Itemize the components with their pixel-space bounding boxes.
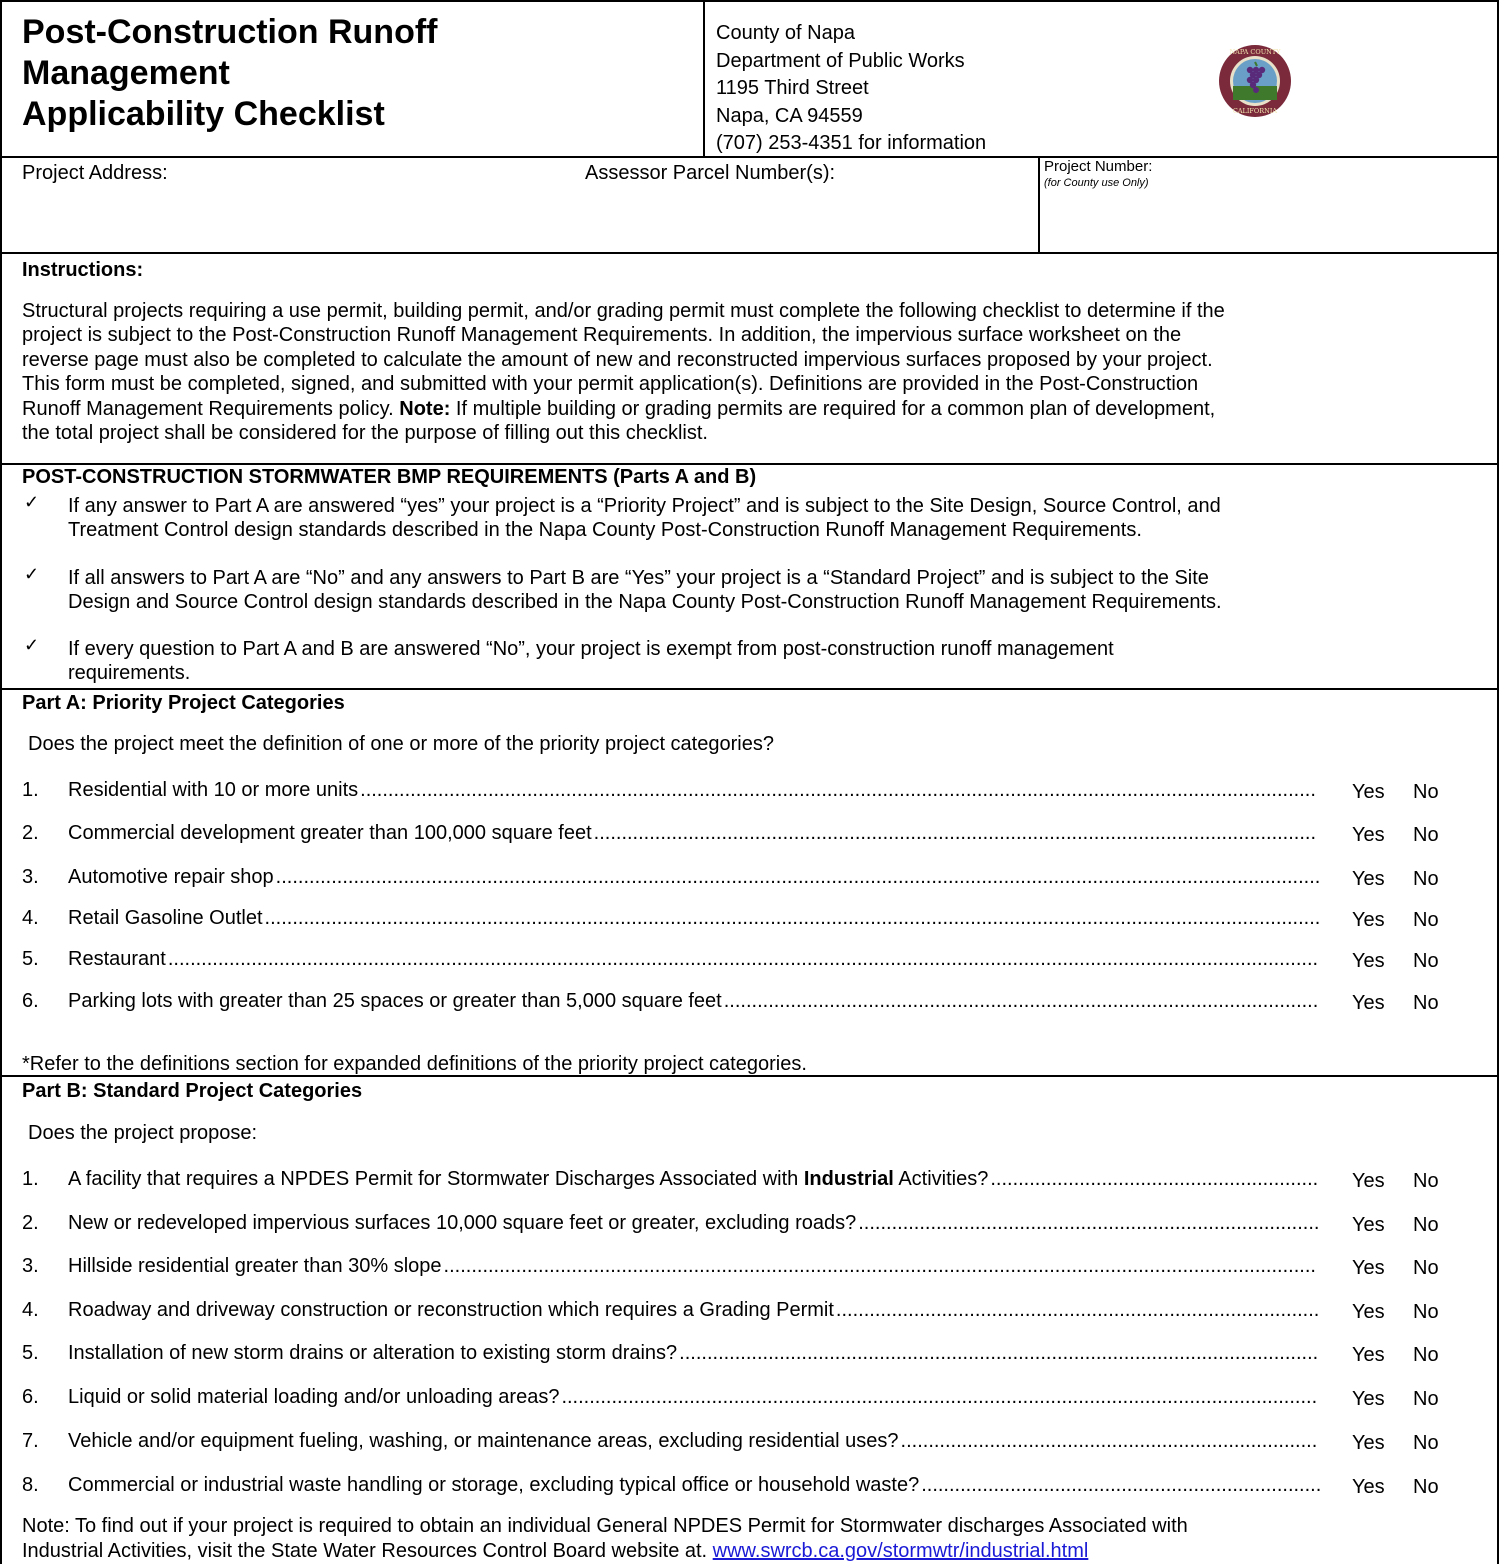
part-a-item-6-no-option[interactable]: No xyxy=(1413,992,1439,1014)
item-text-part: Commercial or industrial waste handling or storage, excluding typical office or household waste? xyxy=(68,1474,920,1496)
part-a-item-text: Residential with 10 or more units xyxy=(68,779,359,801)
instructions-line-4: This form must be completed, signed, and submitted with your permit application(s). Definitions are provided in the Post-Construction xyxy=(22,373,1199,396)
leader-dots: ........................................................................................................... xyxy=(723,990,1319,1012)
part-a-item-5 xyxy=(22,948,1462,974)
part-b-item-number: 1. xyxy=(22,1168,39,1190)
item-text-part: A facility that requires a NPDES Permit for Stormwater Discharges Associated with xyxy=(68,1168,804,1190)
svg-text:NAPA COUNTY: NAPA COUNTY xyxy=(1229,48,1281,56)
part-b-note-line-1: Note: To find out if your project is required to obtain an individual General NPDES Permit for Stormwater discharges Associated with xyxy=(22,1515,1188,1537)
instructions-line-2: project is subject to the Post-Construction Runoff Management Requirements. In addition, the impervious surface worksheet on the xyxy=(22,324,1182,347)
project-number-divider xyxy=(1038,156,1040,253)
project-number-label: Project Number: xyxy=(1044,158,1153,175)
check-mark-3: ✓ xyxy=(24,635,40,655)
part-b-item-text xyxy=(68,1255,442,1278)
part-b-item-5-yes-option[interactable]: Yes xyxy=(1352,1344,1385,1366)
bmp-bullet-3-line-1: If every question to Part A and B are answered “No”, your project is exempt from post-construction runoff management xyxy=(68,638,1114,660)
part-a-item-text: Commercial development greater than 100,000 square feet xyxy=(68,822,592,844)
part-b-question: Does the project propose: xyxy=(28,1122,258,1144)
part-b-item-7 xyxy=(22,1430,1462,1456)
part-b-item-number: 8. xyxy=(22,1474,39,1496)
part-b-item-1-no-option[interactable]: No xyxy=(1413,1170,1439,1192)
part-b-heading: Part B: Standard Project Categories xyxy=(22,1080,363,1102)
part-b-item-text xyxy=(68,1386,559,1409)
part-b-item-number: 2. xyxy=(22,1212,39,1234)
instructions-line-6: the total project shall be considered for the purpose of filling out this checklist. xyxy=(22,422,708,445)
part-b-item-text xyxy=(68,1474,919,1497)
part-a-item-text: Automotive repair shop xyxy=(68,866,274,888)
rule-below-fields xyxy=(0,252,1499,254)
svg-text:CALIFORNIA: CALIFORNIA xyxy=(1232,107,1278,115)
project-address-label: Project Address: xyxy=(22,162,168,184)
part-a-item-1 xyxy=(22,779,1462,805)
check-mark-2: ✓ xyxy=(24,564,40,584)
part-b-note xyxy=(22,1514,1188,1564)
part-b-item-number: 7. xyxy=(22,1430,39,1452)
part-a-item-text: Parking lots with greater than 25 spaces or greater than 5,000 square feet xyxy=(68,990,722,1012)
instructions-line-5 xyxy=(22,397,1482,421)
item-text-part: Roadway and driveway construction or reconstruction which requires a Grading Permit xyxy=(68,1299,834,1321)
check-mark-1: ✓ xyxy=(24,492,40,512)
leader-dots: ........................................................... xyxy=(990,1168,1319,1190)
apn-label: Assessor Parcel Number(s): xyxy=(585,162,836,184)
bmp-bullet-1-line-2: Treatment Control design standards described in the Napa County Post-Construction Runoff Management Requirements. xyxy=(68,519,1142,542)
part-b-item-text xyxy=(68,1168,988,1191)
part-a-item-number: 4. xyxy=(22,907,39,929)
part-b-item-4-no-option[interactable]: No xyxy=(1413,1301,1439,1323)
form-title xyxy=(22,12,438,135)
part-b-item-7-no-option[interactable]: No xyxy=(1413,1432,1439,1454)
part-a-item-5-yes-option[interactable]: Yes xyxy=(1352,950,1385,972)
part-b-note-line-2-text: Industrial Activities, visit the State Water Resources Control Board website at. xyxy=(22,1540,713,1562)
part-b-item-text xyxy=(68,1299,834,1322)
part-b-item-5-no-option[interactable]: No xyxy=(1413,1344,1439,1366)
part-a-item-number: 5. xyxy=(22,948,39,970)
part-a-item-6 xyxy=(22,990,1462,1016)
border-top xyxy=(0,0,1499,2)
napa-county-seal-logo xyxy=(1218,44,1292,118)
leader-dots: ....................................................................................... xyxy=(835,1299,1320,1321)
part-b-item-number: 5. xyxy=(22,1342,39,1364)
county-address xyxy=(716,20,986,158)
part-a-item-1-yes-option[interactable]: Yes xyxy=(1352,781,1385,803)
border-left xyxy=(0,0,2,1564)
part-a-item-number: 3. xyxy=(22,866,39,888)
part-b-item-number: 4. xyxy=(22,1299,39,1321)
part-b-item-6-yes-option[interactable]: Yes xyxy=(1352,1388,1385,1410)
item-text-part: Activities? xyxy=(893,1168,989,1190)
part-b-item-number: 6. xyxy=(22,1386,39,1408)
address-line-3: 1195 Third Street xyxy=(716,77,869,99)
part-b-item-1-yes-option[interactable]: Yes xyxy=(1352,1170,1385,1192)
part-b-item-8-no-option[interactable]: No xyxy=(1413,1476,1439,1498)
leader-dots: .................................................................................................................................. xyxy=(593,822,1317,844)
part-b-item-1 xyxy=(22,1168,1462,1194)
part-b-item-text xyxy=(68,1430,899,1453)
bmp-heading: POST-CONSTRUCTION STORMWATER BMP REQUIREMENTS (Parts A and B) xyxy=(22,466,757,488)
part-a-item-5-no-option[interactable]: No xyxy=(1413,950,1439,972)
part-b-item-4 xyxy=(22,1299,1462,1325)
part-b-item-4-yes-option[interactable]: Yes xyxy=(1352,1301,1385,1323)
instructions-text xyxy=(22,299,1482,445)
part-a-item-number: 2. xyxy=(22,822,39,844)
part-b-item-3-yes-option[interactable]: Yes xyxy=(1352,1257,1385,1279)
item-text-part: Liquid or solid material loading and/or unloading areas? xyxy=(68,1386,560,1408)
address-line-1: County of Napa xyxy=(716,22,855,44)
leader-dots: ............................................................................................................................................................................................................... xyxy=(167,948,1319,970)
instructions-line-5b: If multiple building or grading permits are required for a common plan of development, xyxy=(450,397,1216,420)
part-b-note-line-2 xyxy=(22,1539,1188,1564)
address-line-4: Napa, CA 94559 xyxy=(716,104,863,127)
title-line-3: Applicability Checklist xyxy=(22,95,385,133)
part-a-item-4 xyxy=(22,907,1462,933)
item-text-part: New or redeveloped impervious surfaces 10,000 square feet or greater, excluding roads? xyxy=(68,1212,857,1234)
bmp-bullet-1-line-1: If any answer to Part A are answered “yes” your project is a “Priority Project” and is subject to the Site Design, Source Control, and xyxy=(68,495,1221,517)
part-b-item-text xyxy=(68,1342,677,1365)
part-a-item-2 xyxy=(22,822,1462,848)
part-b-item-2 xyxy=(22,1212,1462,1238)
item-text-part: Hillside residential greater than 30% slope xyxy=(68,1255,442,1277)
instructions-line-3: reverse page must also be completed to calculate the amount of new and reconstructed impervious surfaces proposed by your project. xyxy=(22,348,1213,371)
part-a-item-4-yes-option[interactable]: Yes xyxy=(1352,909,1385,931)
part-b-item-3 xyxy=(22,1255,1462,1281)
title-line-1: Post-Construction Runoff xyxy=(22,13,438,51)
part-a-item-3-no-option[interactable]: No xyxy=(1413,868,1439,890)
part-a-item-2-no-option[interactable]: No xyxy=(1413,824,1439,846)
leader-dots: ........................................................................... xyxy=(900,1430,1318,1452)
part-b-item-3-no-option[interactable]: No xyxy=(1413,1257,1439,1279)
part-a-heading: Part A: Priority Project Categories xyxy=(22,692,345,714)
rule-below-bmp xyxy=(0,688,1499,690)
swrcb-website-link[interactable]: www.swrcb.ca.gov/stormwtr/industrial.html xyxy=(712,1540,1089,1562)
part-b-item-number: 3. xyxy=(22,1255,39,1277)
part-a-item-number: 1. xyxy=(22,779,39,801)
leader-dots: ................................................................................... xyxy=(858,1212,1320,1234)
part-a-item-2-yes-option[interactable]: Yes xyxy=(1352,824,1385,846)
bmp-bullet-3-line-2: requirements. xyxy=(68,662,191,685)
leader-dots: ............................................................................................................................................................. xyxy=(443,1255,1316,1277)
bmp-bullet-3 xyxy=(68,637,1478,686)
address-line-5: (707) 253-4351 for information xyxy=(716,132,987,154)
address-line-2: Department of Public Works xyxy=(716,49,965,72)
part-b-item-6-no-option[interactable]: No xyxy=(1413,1388,1439,1410)
part-a-item-3-yes-option[interactable]: Yes xyxy=(1352,868,1385,890)
leader-dots: ................................................................................................................... xyxy=(679,1342,1319,1364)
part-b-item-8 xyxy=(22,1474,1462,1500)
leader-dots: ........................................................................ xyxy=(921,1474,1322,1496)
title-line-2: Management xyxy=(22,54,230,92)
instructions-line-5a: Runoff Management Requirements policy. xyxy=(22,397,400,420)
bmp-bullet-2 xyxy=(68,566,1478,615)
bmp-bullet-2-line-2: Design and Source Control design standards described in the Napa County Post-Construction Runoff Management Requirements. xyxy=(68,591,1222,614)
part-a-footnote: *Refer to the definitions section for expanded definitions of the priority project categories. xyxy=(22,1053,807,1075)
part-b-item-8-yes-option[interactable]: Yes xyxy=(1352,1476,1385,1498)
item-text-bold: Industrial xyxy=(803,1168,894,1190)
instructions-line-1: Structural projects requiring a use permit, building permit, and/or grading permit must complete the following checklist to determine if the xyxy=(22,300,1225,322)
leader-dots: .............................................................................................................................................................................................. xyxy=(264,907,1321,929)
rule-below-instructions xyxy=(0,463,1499,465)
part-a-item-3 xyxy=(22,866,1462,892)
part-a-question: Does the project meet the definition of one or more of the priority project categories? xyxy=(28,733,774,755)
part-b-item-7-yes-option[interactable]: Yes xyxy=(1352,1432,1385,1454)
part-b-item-2-no-option[interactable]: No xyxy=(1413,1214,1439,1236)
part-b-item-5 xyxy=(22,1342,1462,1368)
part-b-item-6 xyxy=(22,1386,1462,1412)
header-divider xyxy=(703,0,705,157)
item-text-part: Vehicle and/or equipment fueling, washing, or maintenance areas, excluding residential uses? xyxy=(68,1430,899,1452)
item-text-part: Installation of new storm drains or alteration to existing storm drains? xyxy=(68,1342,678,1364)
part-a-item-4-no-option[interactable]: No xyxy=(1413,909,1439,931)
part-a-item-text: Retail Gasoline Outlet xyxy=(68,907,263,929)
leader-dots: ............................................................................................................................................................................ xyxy=(360,779,1316,801)
leader-dots: ............................................................................................................................................................................................ xyxy=(275,866,1321,888)
part-a-item-1-no-option[interactable]: No xyxy=(1413,781,1439,803)
part-b-item-2-yes-option[interactable]: Yes xyxy=(1352,1214,1385,1236)
instructions-heading: Instructions: xyxy=(22,259,144,281)
part-a-item-6-yes-option[interactable]: Yes xyxy=(1352,992,1385,1014)
part-a-item-text: Restaurant xyxy=(68,948,166,970)
bmp-bullet-2-line-1: If all answers to Part A are “No” and any answers to Part B are “Yes” your project is a “Standard Project” and is subject to the Site xyxy=(68,567,1209,589)
part-a-item-number: 6. xyxy=(22,990,39,1012)
note-label: Note: xyxy=(399,397,451,420)
bmp-bullet-1 xyxy=(68,494,1478,543)
leader-dots: ........................................................................................................................................ xyxy=(561,1386,1318,1408)
part-b-item-text xyxy=(68,1212,856,1235)
county-use-note: (for County use Only) xyxy=(1044,177,1149,189)
